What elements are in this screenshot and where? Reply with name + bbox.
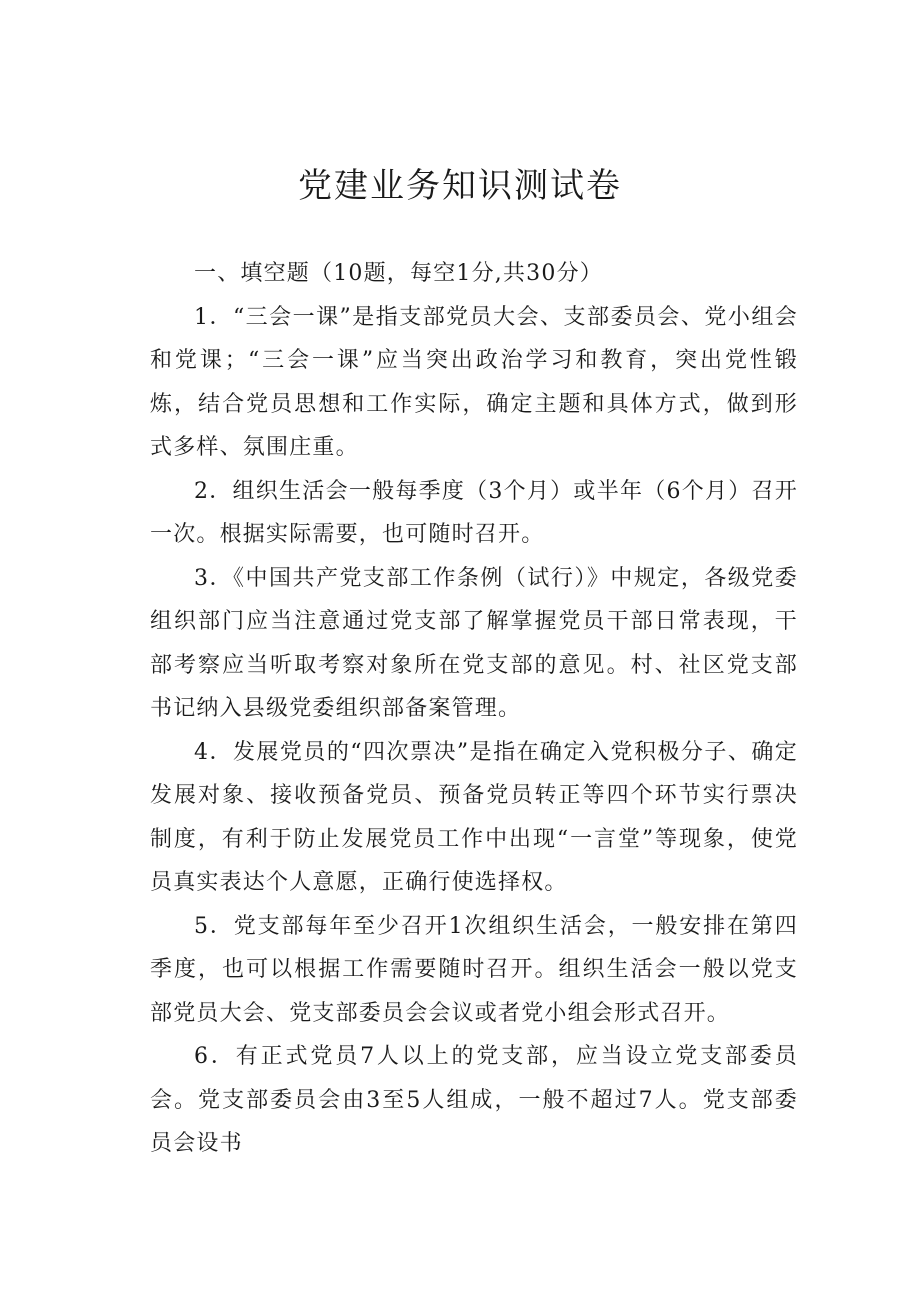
question-paragraph-3: 3．《中国共产党支部工作条例（试行）》中规定，各级党委组织部门应当注意通过党支部了解掌握党员干部日常表现，干部考察应当听取考察对象所在党支部的意见。村、社区党支部书记纳入县级党委组织部备案管理。 — [150, 565, 798, 721]
document-body — [150, 252, 798, 1166]
question-paragraph-4: 4．发展党员的“四次票决”是指在确定入党积极分子、确定发展对象、接收预备党员、预备党员转正等四个环节实行票决制度，有利于防止发展党员工作中出现“一言堂”等现象，使党员真实表达个人意愿，正确行使选择权。 — [150, 739, 798, 895]
question-paragraph-2: 2．组织生活会一般每季度（3个月）或半年（6个月）召开一次。根据实际需要，也可随时召开。 — [150, 478, 798, 547]
question-paragraph-6: 6．有正式党员7人以上的党支部，应当设立党支部委员会。党支部委员会由3至5人组成，一般不超过7人。党支部委员会设书 — [150, 1044, 798, 1156]
question-paragraph-1: 1．“三会一课”是指支部党员大会、支部委员会、党小组会和党课；“三会一课”应当突出政治学习和教育，突出党性锻炼，结合党员思想和工作实际，确定主题和具体方式，做到形式多样、氛围庄重。 — [150, 304, 798, 460]
section-heading: 一、填空题（10题，每空1分,共30分） — [194, 261, 603, 286]
document-title: 党建业务知识测试卷 — [298, 166, 622, 206]
question-paragraph-5: 5．党支部每年至少召开1次组织生活会，一般安排在第四季度，也可以根据工作需要随时召开。组织生活会一般以党支部党员大会、党支部委员会会议或者党小组会形式召开。 — [150, 913, 798, 1026]
